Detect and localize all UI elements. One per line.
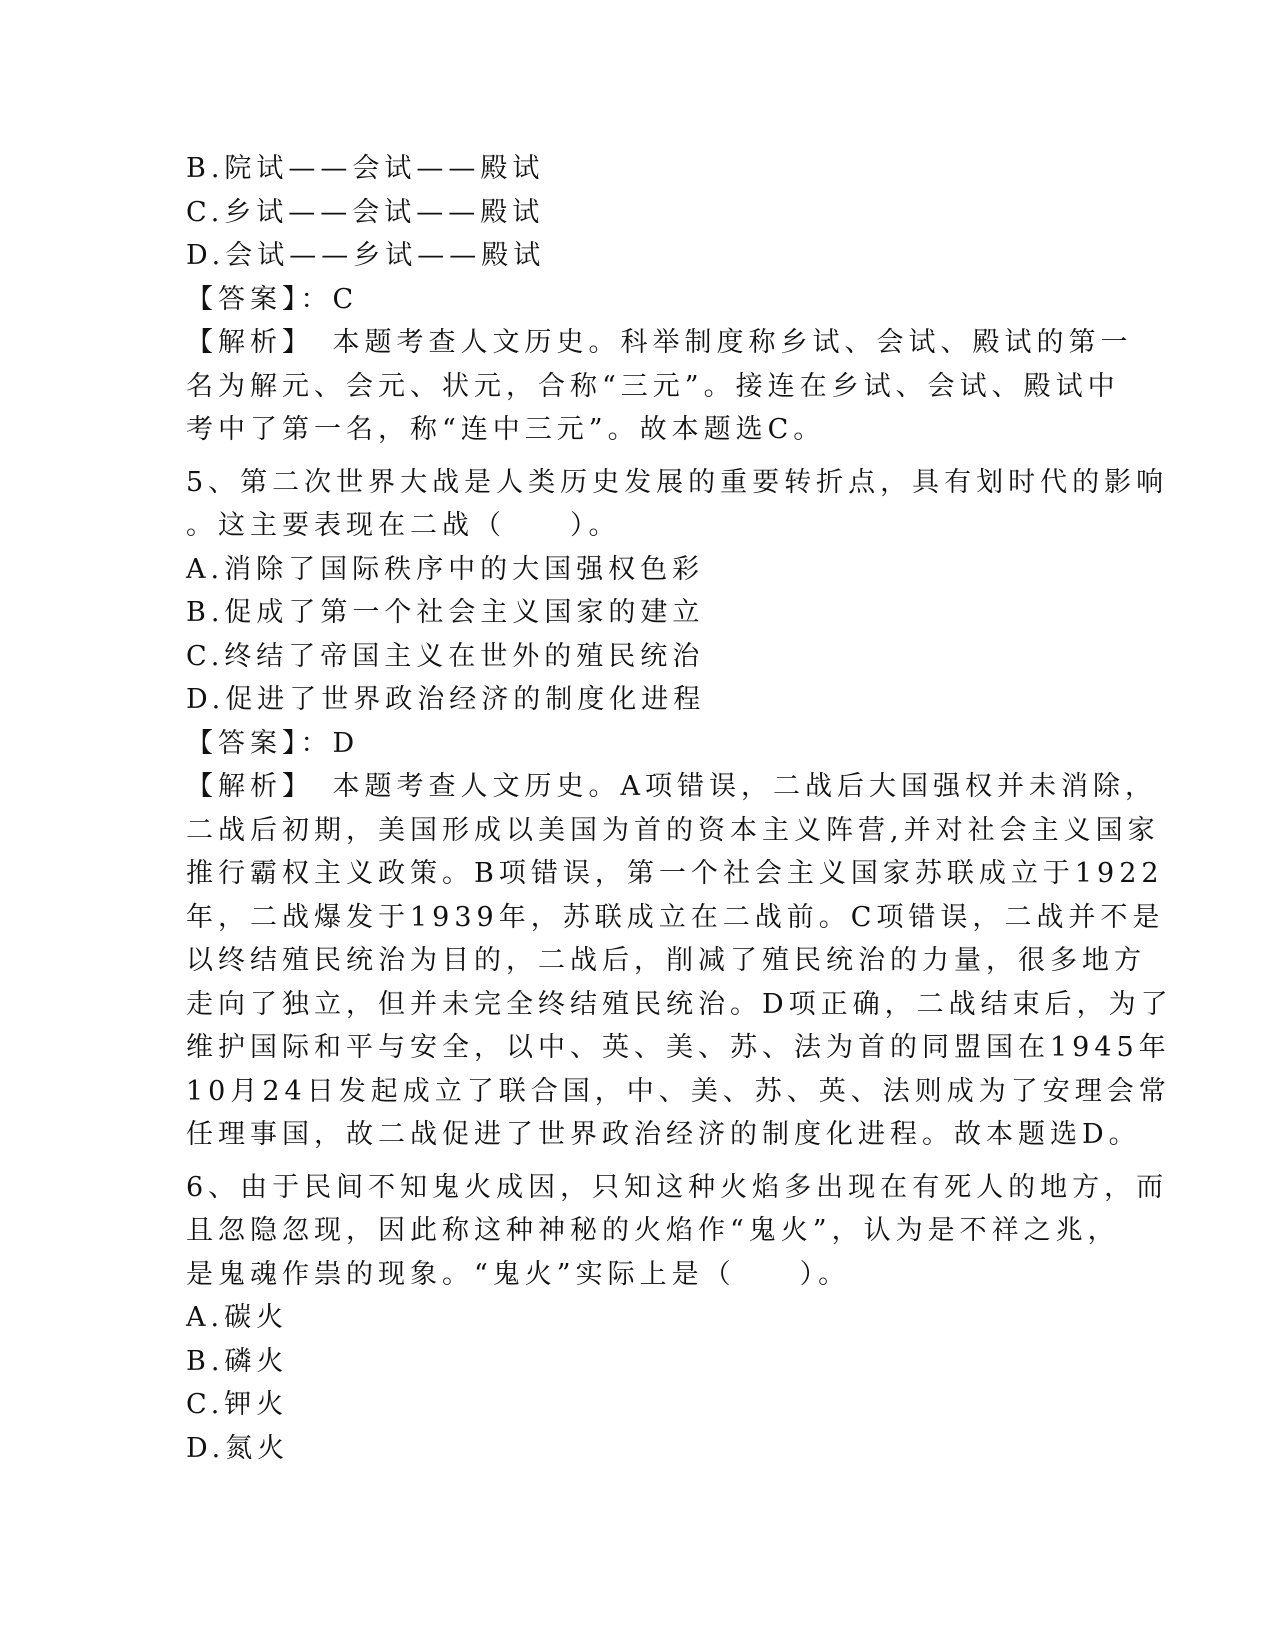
analysis-line: 推行霸权主义政策。B项错误，第一个社会主义国家苏联成立于1922 <box>186 858 1164 889</box>
analysis-line: 10月24日发起成立了联合国，中、美、苏、英、法则成为了安理会常 <box>186 1075 1171 1107</box>
option-b: B.促成了第一个社会主义国家的建立 <box>186 597 705 628</box>
option-a: A.消除了国际秩序中的大国强权色彩 <box>186 553 705 585</box>
analysis-line: 任理事国，故二战促进了世界政治经济的制度化进程。故本题选D。 <box>186 1119 1141 1150</box>
option-c: C.终结了帝国主义在世外的殖民统治 <box>186 640 705 672</box>
question-5 <box>186 461 1173 1157</box>
analysis-line: 考中了第一名，称“连中三元”。故本题选C。 <box>186 414 826 445</box>
analysis-line: 【解析】 本题考查人文历史。A项错误，二战后大国强权并未消除， <box>186 771 1157 802</box>
analysis-line: 【解析】 本题考查人文历史。科举制度称乡试、会试、殿试的第一 <box>186 327 1133 358</box>
analysis-line: 以终结殖民统治为目的，二战后，削减了殖民统治的力量，很多地方 <box>186 945 1146 976</box>
analysis-line: 维护国际和平与安全，以中、英、美、苏、法为首的同盟国在1945年 <box>186 1032 1171 1063</box>
option-d: D.会试——乡试——殿试 <box>186 240 546 271</box>
option-a: A.碳火 <box>186 1302 289 1333</box>
question-stem: 5、第二次世界大战是人类历史发展的重要转折点，具有划时代的影响 <box>186 466 1169 498</box>
analysis-line: 二战后初期，美国形成以美国为首的资本主义阵营,并对社会主义国家 <box>186 814 1160 846</box>
page-content <box>186 147 1173 1470</box>
answer-line: 【答案】：D <box>186 727 360 759</box>
spacer <box>186 452 1086 461</box>
option-d: D.氮火 <box>186 1432 290 1464</box>
option-b: B.磷火 <box>186 1345 289 1377</box>
spacer <box>186 1157 1086 1166</box>
analysis-line: 年，二战爆发于1939年，苏联成立在二战前。C项错误，二战并不是 <box>186 901 1165 933</box>
option-c: C.乡试——会试——殿试 <box>186 196 545 228</box>
option-c: C.钾火 <box>186 1389 289 1420</box>
option-d: D.促进了世界政治经济的制度化进程 <box>186 684 706 715</box>
answer-line: 【答案】：C <box>186 283 359 315</box>
question-stem: 是鬼魂作祟的现象。“鬼火”实际上是（ ）。 <box>186 1258 851 1290</box>
analysis-line: 名为解元、会元、状元，合称“三元”。接连在乡试、会试、殿试中 <box>186 370 1120 402</box>
question-stem: 。这主要表现在二战（ ）。 <box>186 510 621 541</box>
question-stem: 且忽隐忽现，因此称这种神秘的火焰作“鬼火”，认为是不祥之兆， <box>186 1215 1120 1246</box>
analysis-line: 走向了独立，但并未完全终结殖民统治。D项正确，二战结束后，为了 <box>186 988 1173 1020</box>
question-stem: 6、由于民间不知鬼火成因，只知这种火焰多出现在有死人的地方，而 <box>186 1171 1169 1203</box>
question-4-continued <box>186 147 1133 452</box>
question-6 <box>186 1166 1169 1471</box>
option-b: B.院试——会试——殿试 <box>186 153 545 184</box>
